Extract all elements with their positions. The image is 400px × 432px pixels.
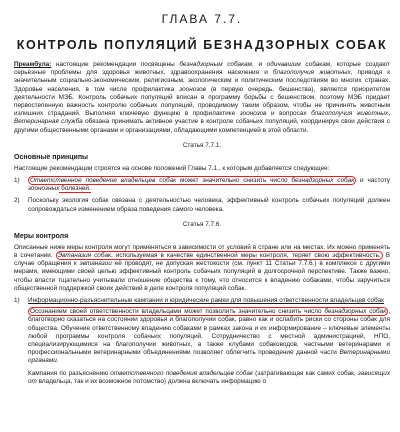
- chapter-heading: ГЛАВА 7.7.: [161, 12, 243, 26]
- preamble-text: и: [253, 61, 267, 68]
- highlight-text: Эвтаназия собак: [57, 252, 112, 260]
- article-heading: Статья 7.7.6.: [182, 220, 222, 228]
- highlight-text: может значительно снизить число: [176, 177, 292, 185]
- article-paragraph: [14, 308, 390, 365]
- paragraph-text: Кампания по разъяснению: [28, 369, 111, 377]
- list-number: 2): [14, 197, 20, 205]
- preamble-text: собакам, которые создают серьёзные проблемы для здоровья животных, здравоохранения населения и: [14, 61, 390, 77]
- paragraph-term: ответственного поведения владельцев собак: [110, 369, 253, 377]
- paragraph-text: , благотворно сказаться на состоянии здоровья и благополучии собак, равно как и ослабить риски со стороны собак для общества. Обучение ответственному владению собаками в рамках закона и их информирование – ключевые элементы любой программы контроля собачьих популяций. Сотрудничество с местной администрацией, НПО, специализирующимися на благополучии животных, а также клубами собаководов, частными ветеринарами и профессиональными ветеринарными объединениями позволяет облегчить проведение данной части: [28, 308, 390, 357]
- preamble-term: благополучия животных: [311, 110, 389, 118]
- preamble-paragraph: [14, 61, 390, 135]
- preamble-text: (в первую очередь, бешенства), является приоритетом деятельности МЭБ. Контроль собачьих популяций вписан в программу борьбы с бешенством, поэтому МЭБ придает первостепенную важность контролю собачьих популяций, проводимому таким образом, чтобы не причинять животным излишних страданий. Выполняя ключевую функцию в профилактике: [14, 85, 390, 118]
- highlight-box: [28, 176, 356, 185]
- paragraph-text: владельца, так и их возможное потомство) должна включать информацию о: [36, 377, 267, 385]
- list-number: 1): [14, 297, 20, 305]
- preamble-text: ,: [388, 110, 390, 118]
- paragraph-text: .: [56, 357, 59, 365]
- article-paragraph: [14, 370, 390, 386]
- paragraph-text: В случае обращения к: [14, 252, 390, 268]
- page-title: КОНТРОЛЬ ПОПУЛЯЦИЙ БЕЗНАДЗОРНЫХ СОБАК: [16, 38, 388, 52]
- list-term: зоонозных: [28, 185, 60, 193]
- paragraph-text: её проводят, не допуская жестокости (см. пункт 11 Статьи 7.7.6.) в комплексе с другими мерами, имеющими своей целью эффективный контроль собачьих популяций в долгосрочной перспективе. Также важно, чтобы власти тщательно учитывали отношение общества к тому, что относится к владению собаками, чтобы заручиться общественной поддержкой своих действий в деле контроля популяций собак.: [14, 260, 390, 292]
- list-text: и частоту: [356, 177, 390, 185]
- preamble-term: зоонозов: [239, 110, 267, 118]
- highlight-text: Ответственное поведение владельцев собак: [30, 177, 177, 185]
- highlight-box: [56, 251, 383, 260]
- list-item-text: Поскольку экология собак связана с деятельностью человека, эффективный контроль собачьих популяций должен сопровождаться изменением образа поведения самого человека.: [28, 197, 390, 213]
- section-heading: Меры контроля: [14, 232, 69, 240]
- underlined-text: болезней.: [59, 185, 91, 193]
- preamble-text: , приводя к значительным социально-экономическим, религиозным, экологическим и политическим последствиям во многих странах. Здоровье населения, в том числе профилактика: [14, 69, 390, 93]
- list-item: [14, 177, 390, 193]
- preamble-term: благополучия животных: [272, 69, 351, 77]
- paragraph-term: Ветеринарными органами: [28, 349, 390, 365]
- paragraph-term: эвтаназии: [79, 260, 112, 268]
- preamble-label: Преамбула:: [14, 61, 52, 68]
- preamble-term: одичавшим: [266, 61, 301, 68]
- list-item-title: Информационно-разъяснительные кампании и юридические рамки для повышения ответственности владельцев собак: [28, 297, 384, 305]
- article-paragraph: [14, 244, 390, 293]
- article-heading: Статья 7.7.1.: [182, 141, 222, 149]
- list-number: 1): [14, 177, 20, 185]
- preamble-text: и вопросах: [266, 110, 312, 118]
- list-item: [14, 297, 390, 305]
- list-item: [14, 197, 390, 213]
- preamble-term: зоонозов: [179, 85, 206, 93]
- paragraph-term: зависящих от: [28, 369, 391, 385]
- paragraph-text: (затрагивающая как самих собак,: [252, 369, 358, 377]
- highlight-box: [28, 307, 388, 316]
- highlight-text: безнадзорных собак: [291, 177, 355, 185]
- preamble-term: безнадзорным собакам,: [179, 61, 254, 68]
- preamble-term: Ветеринарная служба: [14, 118, 83, 126]
- paragraph-text: Описанные ниже меры контроля могут применяться в зависимости от условий в стране или на местах. Их можно применять в сочетании.: [14, 243, 390, 260]
- article-intro: Настоящие рекомендации строятся на основе положений Главы 7.1., к которым добавляется следующее:: [14, 164, 330, 172]
- highlight-text: , используемая в качестве единственной меры контроля, теряет свою эффективность.: [111, 252, 381, 260]
- section-heading: Основные принципы: [14, 153, 89, 161]
- preamble-text: обязана принимать активное участие в контроле собачьих популяций, координируя свои действия с другими общественными органами и организациями, обладающими компетенцией в этой области.: [14, 118, 390, 134]
- highlight-text: безнадзорных собак: [324, 308, 387, 316]
- highlight-text: Осознанием своей ответственности владельцами может позволить значительно снизить число: [30, 308, 322, 316]
- preamble-text: настоящие рекомендации посвящены: [55, 61, 180, 68]
- list-item-text: [28, 177, 390, 193]
